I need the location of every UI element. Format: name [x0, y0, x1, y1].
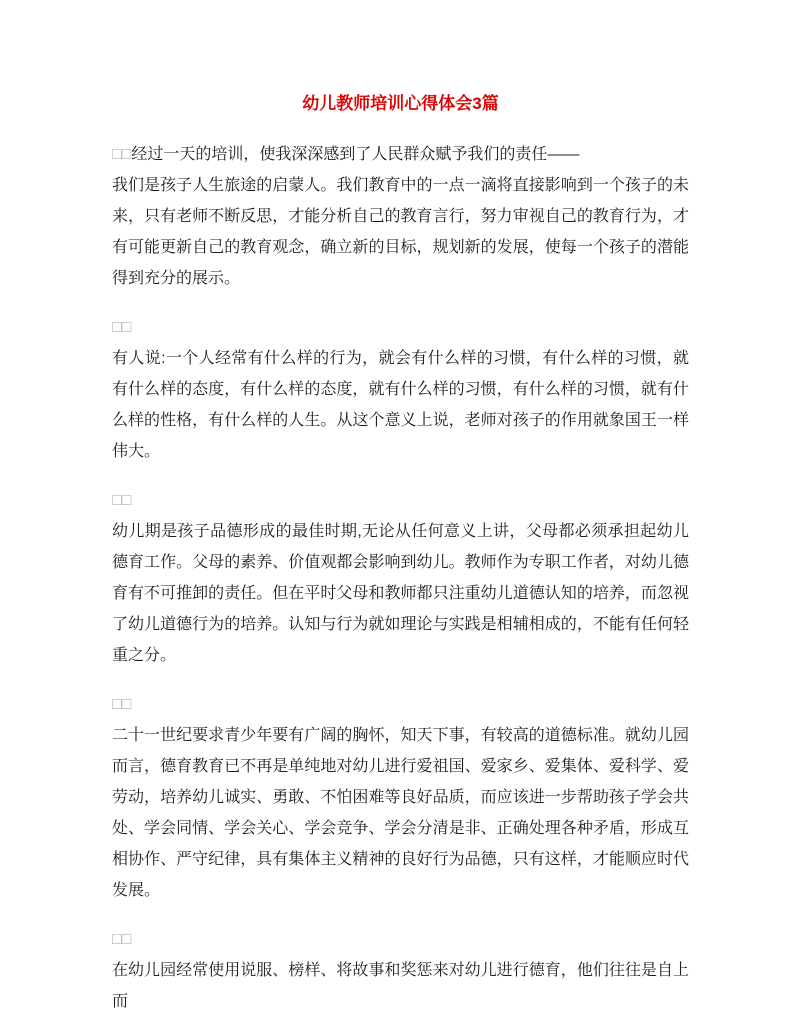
- paragraph-text: 二十一世纪要求青少年要有广阔的胸怀，知天下事，有较高的道德标准。就幼儿园而言，德育教育已不再是单纯地对幼儿进行爱祖国、爱家乡、爱集体、爱科学、爱劳动，培养幼儿诚实、勇敢、不怕困难等良好品质，而应该进一步帮助孩子学会共处、学会同情、学会关心、学会竞争、学会分清是非、正确处理各种矛盾，形成互相协作、严守纪律，具有集体主义精神的良好行为品德，只有这样，才能顺应时代发展。: [112, 727, 689, 899]
- paragraph-3: [112, 485, 689, 671]
- indent-placeholder-boxes: □□: [112, 319, 132, 336]
- indent-placeholder-boxes: □□: [112, 146, 132, 163]
- paragraph-lead-text: 经过一天的培训，使我深深感到了人民群众赋予我们的责任——: [131, 146, 580, 163]
- paragraph-2: [112, 312, 689, 467]
- indent-placeholder-boxes: □□: [112, 492, 132, 509]
- paragraph-1: [112, 139, 689, 294]
- paragraph-text: 幼儿期是孩子品德形成的最佳时期,无论从任何意义上讲，父母都必须承担起幼儿德育工作。父母的素养、价值观都会影响到幼儿。教师作为专职工作者，对幼儿德育有不可推卸的责任。但在平时父母和教师都只注重幼儿道德认知的培养，而忽视了幼儿道德行为的培养。认知与行为就如理论与实践是相辅相成的，不能有任何轻重之分。: [112, 523, 689, 664]
- paragraph-4: [112, 689, 689, 906]
- document-title: 幼儿教师培训心得体会3篇: [302, 94, 499, 113]
- indent-placeholder-boxes: □□: [112, 696, 132, 713]
- paragraph-5: [112, 924, 689, 1017]
- indent-placeholder-boxes: □□: [112, 931, 132, 948]
- paragraph-text: 我们是孩子人生旅途的启蒙人。我们教育中的一点一滴将直接影响到一个孩子的未来，只有老师不断反思，才能分析自己的教育言行，努力审视自己的教育行为，才有可能更新自己的教育观念，确立新的目标，规划新的发展，使每一个孩子的潜能得到充分的展示。: [112, 177, 689, 287]
- paragraph-text: 有人说:一个人经常有什么样的行为，就会有什么样的习惯，有什么样的习惯，就有什么样的态度，有什么样的态度，就有什么样的习惯，有什么样的习惯，就有什么样的性格，有什么样的人生。从这个意义上说，老师对孩子的作用就象国王一样伟大。: [112, 350, 689, 460]
- paragraph-text: 在幼儿园经常使用说服、榜样、将故事和奖惩来对幼儿进行德育，他们往往是自上而: [112, 962, 689, 1010]
